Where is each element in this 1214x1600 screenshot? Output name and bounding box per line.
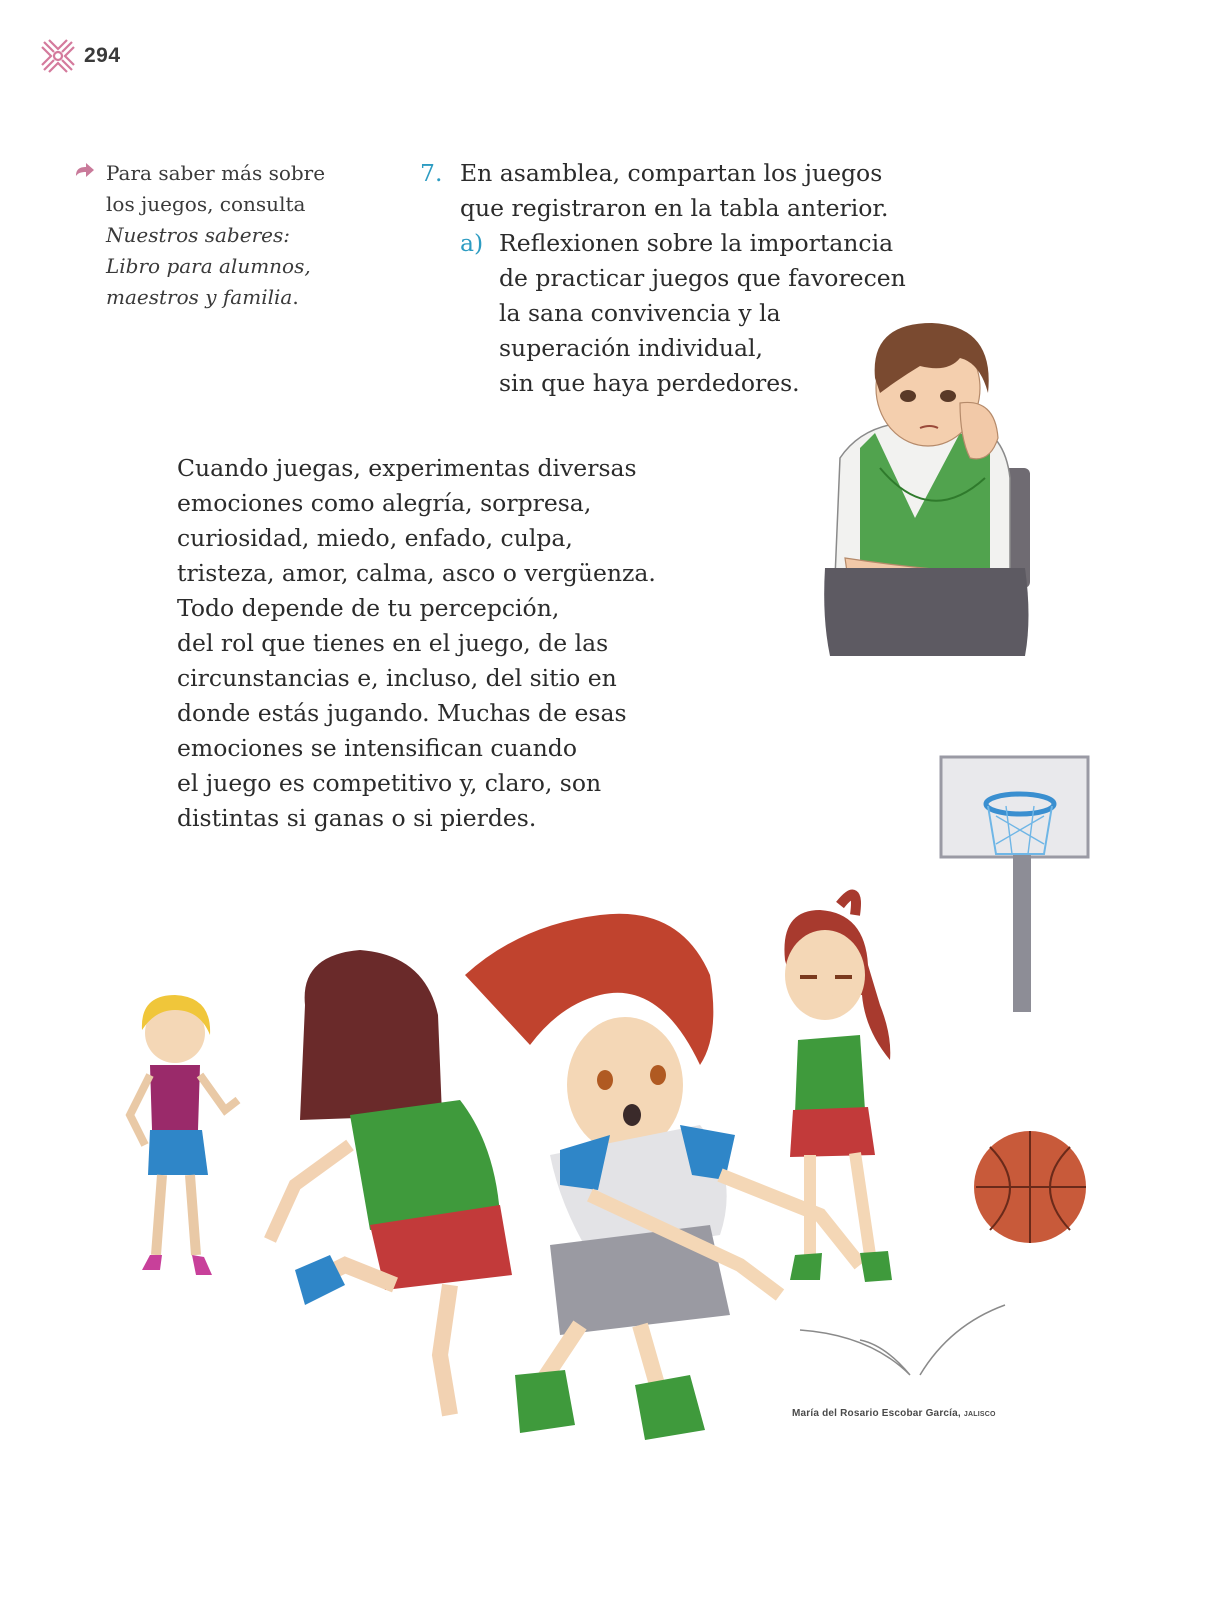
book-title: maestros y familia — [106, 285, 293, 309]
subitem-line: Reflexionen sobre la importancia — [499, 229, 894, 257]
page-header — [40, 38, 121, 74]
activity-line: que registraron en la tabla anterior. — [460, 194, 889, 222]
sidenote — [74, 158, 364, 313]
paragraph-line: tristeza, amor, calma, asco o vergüenza. — [177, 559, 656, 587]
paragraph-line: del rol que tienes en el juego, de las — [177, 629, 609, 657]
brown-hair-girl-figure — [270, 950, 512, 1415]
sidenote-line — [74, 220, 364, 251]
thinking-boy-illustration — [820, 318, 1035, 663]
activity-line: En asamblea, compartan los juegos — [460, 159, 883, 187]
arrow-right-icon — [74, 160, 96, 180]
book-title: Libro para alumnos, — [106, 254, 311, 278]
sidenote-line: los juegos, consulta — [106, 192, 306, 216]
activity-number: 7. — [420, 159, 443, 187]
subitem-letter: a) — [460, 229, 484, 257]
credit-name: María del Rosario Escobar García, — [792, 1408, 964, 1419]
paragraph-line: curiosidad, miedo, enfado, culpa, — [177, 524, 573, 552]
paragraph-line: emociones se intensifican cuando — [177, 734, 577, 762]
paragraph-line: circunstancias e, incluso, del sitio en — [177, 664, 617, 692]
illustration-credit — [792, 1408, 996, 1419]
page-number: 294 — [84, 44, 121, 67]
basketball-icon — [974, 1131, 1086, 1243]
subitem-line: de practicar juegos que favorecen — [499, 264, 906, 292]
paragraph-line: Cuando juegas, experimentas diversas — [177, 454, 637, 482]
sidenote-line — [74, 282, 364, 313]
sidenote-line — [74, 251, 364, 282]
period: . — [292, 285, 299, 309]
paragraph-line: Todo depende de tu percepción, — [177, 594, 560, 622]
ponytail-girl-figure — [784, 895, 892, 1282]
book-title: Nuestros saberes: — [106, 223, 290, 247]
flower-ornament-icon — [40, 38, 76, 74]
subitem-line: sin que haya perdedores. — [499, 369, 800, 397]
paragraph-line: emociones como alegría, sorpresa, — [177, 489, 592, 517]
credit-state: JALISCO — [963, 1411, 996, 1418]
paragraph-line: el juego es competitivo y, claro, son — [177, 769, 602, 797]
body-paragraph — [177, 451, 656, 836]
paragraph-line: donde estás jugando. Muchas de esas — [177, 699, 627, 727]
paragraph-line: distintas si ganas o si pierdes. — [177, 804, 537, 832]
blonde-girl-figure — [130, 995, 238, 1275]
children-playing-illustration — [120, 885, 1105, 1480]
subitem-line: la sana convivencia y la — [499, 299, 781, 327]
subitem-line: superación individual, — [499, 334, 763, 362]
sidenote-line: Para saber más sobre — [106, 161, 326, 185]
